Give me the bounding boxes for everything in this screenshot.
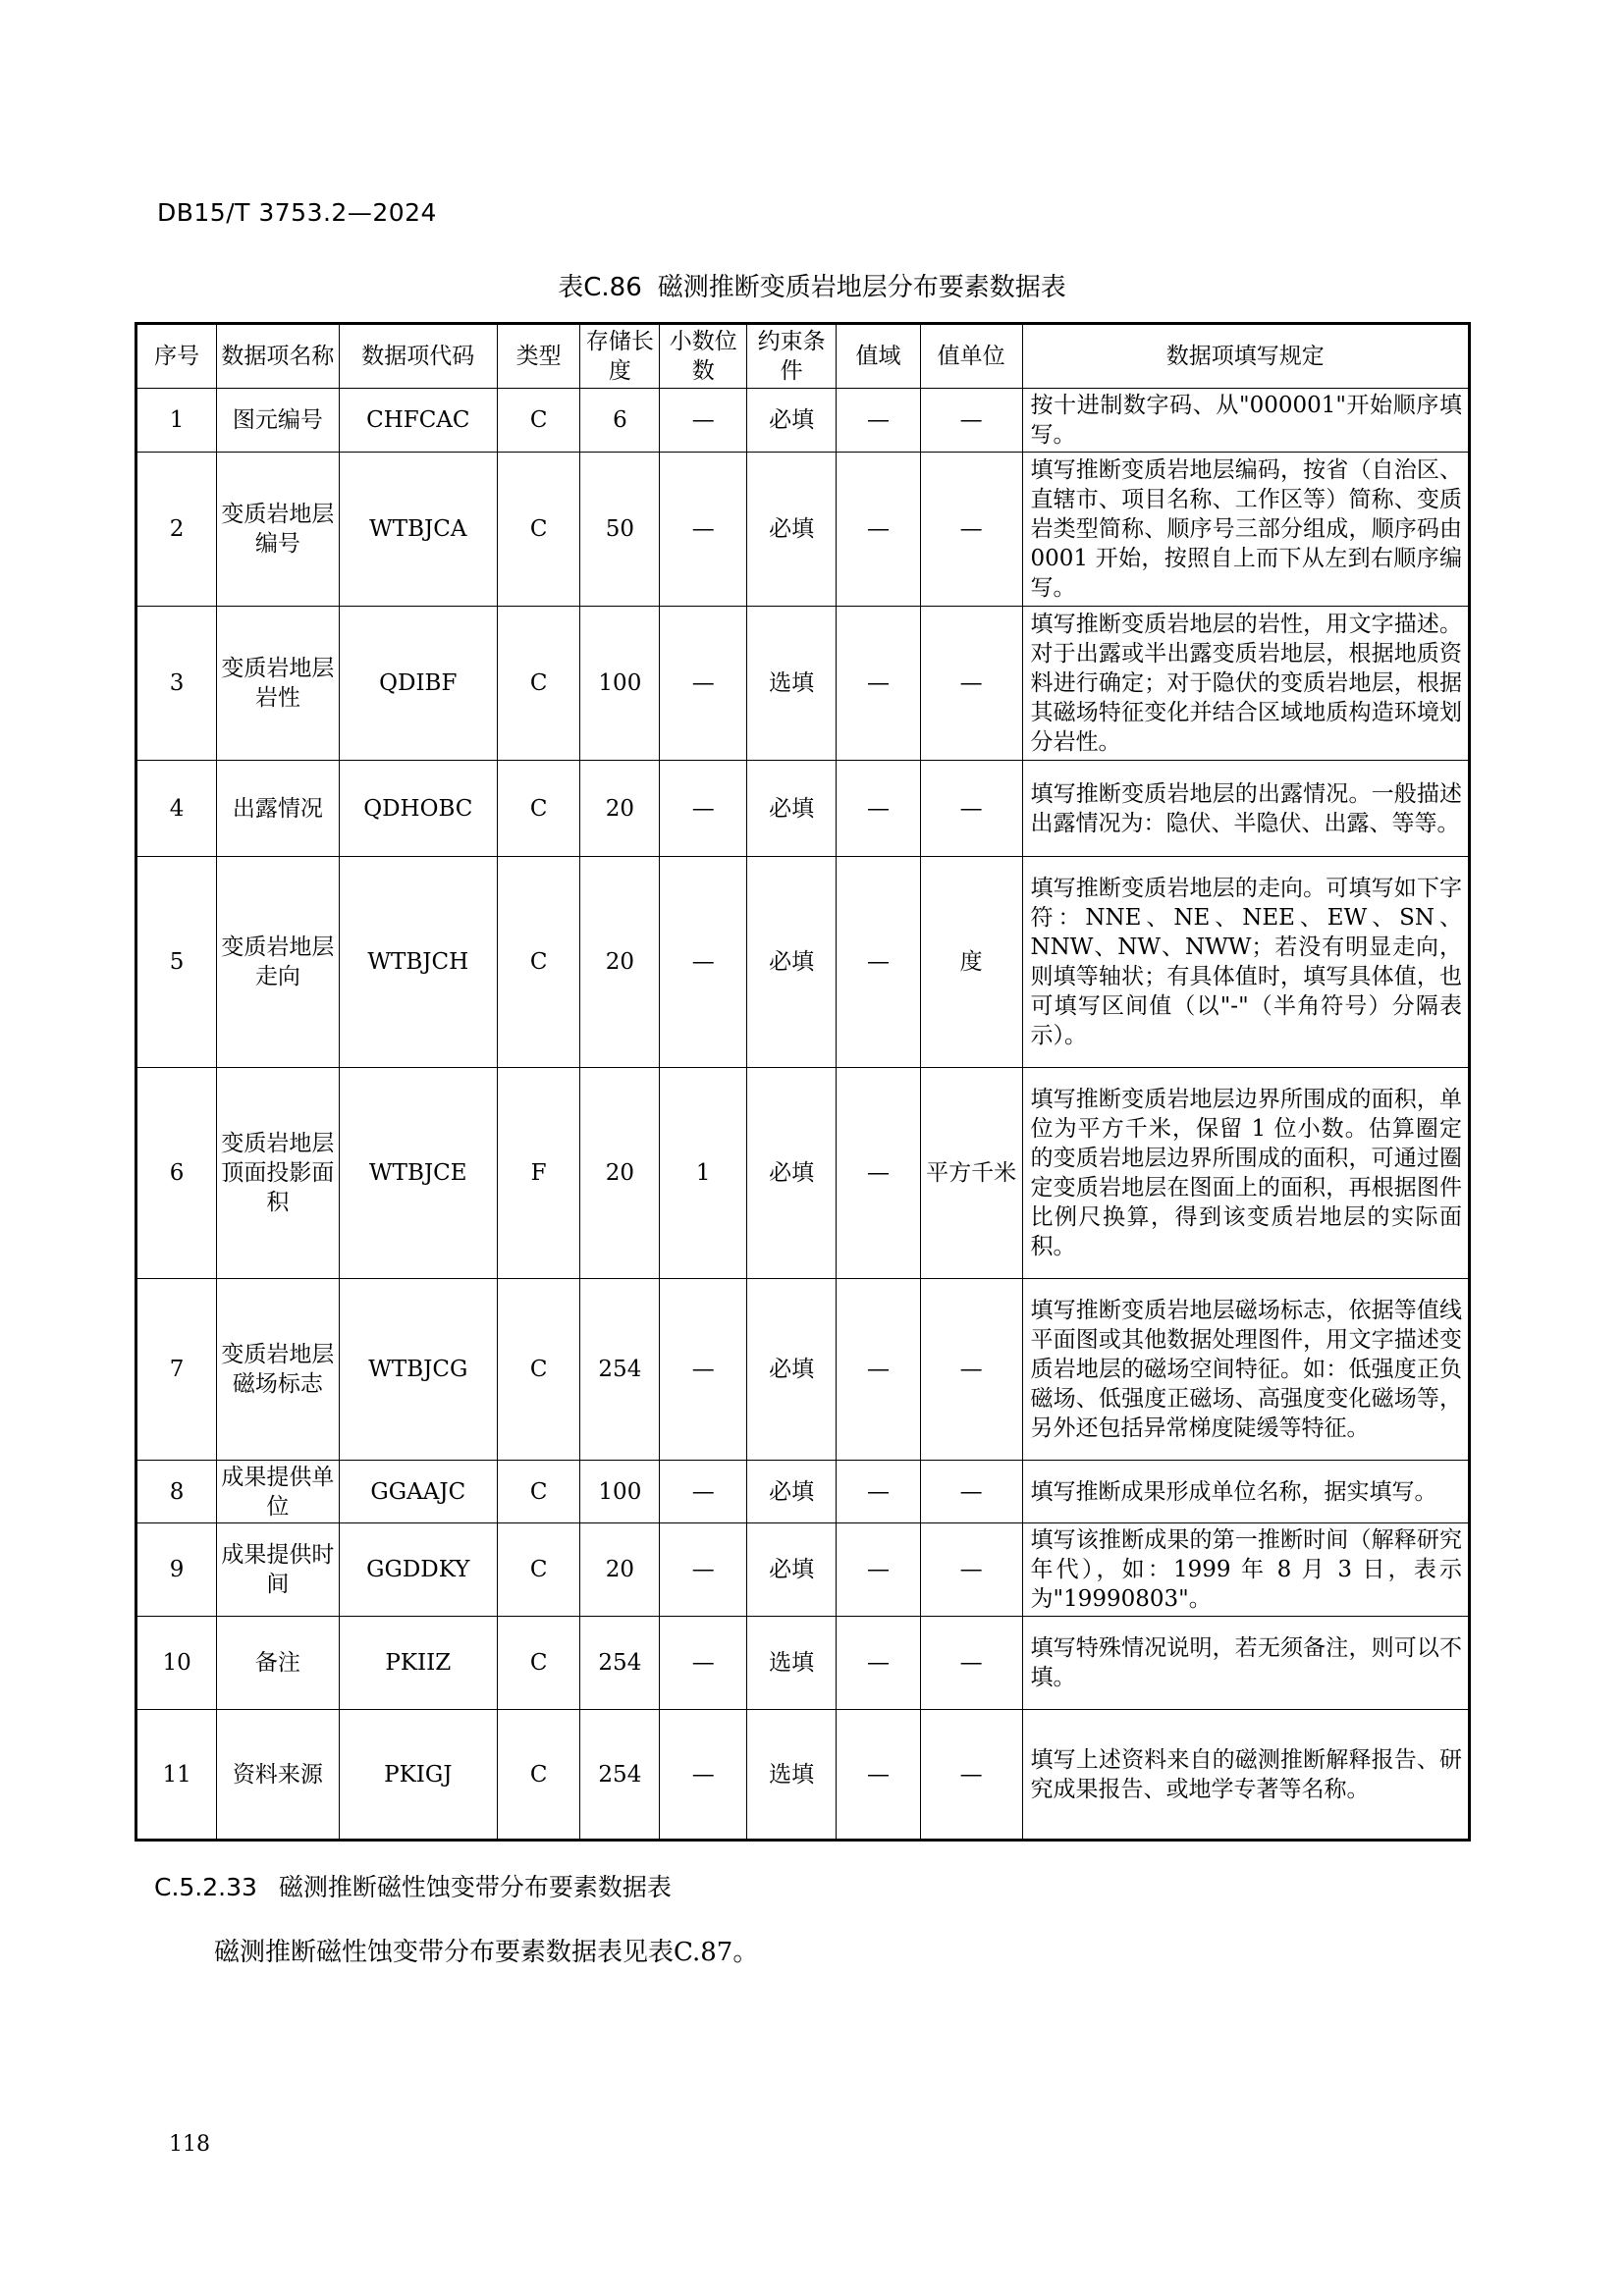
table-header-row bbox=[136, 324, 1470, 389]
decimal-cell: — bbox=[660, 857, 746, 1068]
item-name-cell: 变质岩地层磁场标志 bbox=[217, 1279, 339, 1461]
type-cell: C bbox=[498, 453, 580, 607]
length-cell: 50 bbox=[580, 453, 660, 607]
seq-cell: 4 bbox=[136, 761, 217, 857]
decimal-cell: — bbox=[660, 761, 746, 857]
domain-cell: — bbox=[837, 1461, 920, 1523]
item-name-cell: 变质岩地层编号 bbox=[217, 453, 339, 607]
decimal-cell: — bbox=[660, 453, 746, 607]
table-row bbox=[136, 1617, 1470, 1710]
body-paragraph: 磁测推断磁性蚀变带分布要素数据表见表C.87。 bbox=[214, 1938, 759, 1967]
decimal-cell: 1 bbox=[660, 1068, 746, 1279]
domain-cell: — bbox=[837, 453, 920, 607]
constraint-cell: 必填 bbox=[746, 1523, 836, 1617]
rule-cell: 填写推断变质岩地层磁场标志，依据等值线平面图或其他数据处理图件，用文字描述变质岩地层的磁场空间特征。如：低强度正负磁场、低强度正磁场、高强度变化磁场等，另外还包括异常梯度陡缓等特征。 bbox=[1022, 1279, 1469, 1461]
unit-cell: — bbox=[920, 1617, 1022, 1710]
table-row bbox=[136, 857, 1470, 1068]
constraint-cell: 选填 bbox=[746, 1710, 836, 1841]
header-cell: 数据项填写规定 bbox=[1022, 324, 1469, 389]
domain-cell: — bbox=[837, 857, 920, 1068]
length-cell: 20 bbox=[580, 761, 660, 857]
section-title: 磁测推断磁性蚀变带分布要素数据表 bbox=[278, 1873, 672, 1901]
table-row bbox=[136, 1279, 1470, 1461]
table-caption bbox=[0, 267, 1624, 303]
constraint-cell: 必填 bbox=[746, 857, 836, 1068]
length-cell: 254 bbox=[580, 1710, 660, 1841]
constraint-cell: 必填 bbox=[746, 761, 836, 857]
seq-cell: 9 bbox=[136, 1523, 217, 1617]
table-row bbox=[136, 453, 1470, 607]
rule-cell: 填写推断成果形成单位名称，据实填写。 bbox=[1022, 1461, 1469, 1523]
section-heading bbox=[154, 1868, 672, 1903]
seq-cell: 1 bbox=[136, 389, 217, 453]
domain-cell: — bbox=[837, 1710, 920, 1841]
length-cell: 100 bbox=[580, 1461, 660, 1523]
length-cell: 100 bbox=[580, 607, 660, 761]
item-name-cell: 成果提供时间 bbox=[217, 1523, 339, 1617]
header-cell: 约束条件 bbox=[746, 324, 836, 389]
type-cell: C bbox=[498, 761, 580, 857]
unit-cell: — bbox=[920, 1279, 1022, 1461]
decimal-cell: — bbox=[660, 1617, 746, 1710]
domain-cell: — bbox=[837, 607, 920, 761]
decimal-cell: — bbox=[660, 607, 746, 761]
item-code-cell: CHFCAC bbox=[339, 389, 497, 453]
type-cell: C bbox=[498, 389, 580, 453]
header-cell: 序号 bbox=[136, 324, 217, 389]
length-cell: 254 bbox=[580, 1617, 660, 1710]
item-code-cell: QDIBF bbox=[339, 607, 497, 761]
document-header-code: DB15/T 3753.2—2024 bbox=[157, 198, 437, 227]
header-cell: 存储长度 bbox=[580, 324, 660, 389]
rule-cell: 填写该推断成果的第一推断时间（解释研究年代），如：1999 年 8 月 3 日，表示为"19990803"。 bbox=[1022, 1523, 1469, 1617]
header-cell: 值单位 bbox=[920, 324, 1022, 389]
type-cell: C bbox=[498, 857, 580, 1068]
length-cell: 20 bbox=[580, 1523, 660, 1617]
unit-cell: — bbox=[920, 1523, 1022, 1617]
domain-cell: — bbox=[837, 761, 920, 857]
item-code-cell: GGAAJC bbox=[339, 1461, 497, 1523]
item-code-cell: PKIGJ bbox=[339, 1710, 497, 1841]
item-name-cell: 成果提供单位 bbox=[217, 1461, 339, 1523]
table-title: 磁测推断变质岩地层分布要素数据表 bbox=[657, 273, 1066, 302]
type-cell: C bbox=[498, 1617, 580, 1710]
type-cell: C bbox=[498, 1710, 580, 1841]
decimal-cell: — bbox=[660, 1461, 746, 1523]
type-cell: F bbox=[498, 1068, 580, 1279]
rule-cell: 填写推断变质岩地层的出露情况。一般描述出露情况为：隐伏、半隐伏、出露、等等。 bbox=[1022, 761, 1469, 857]
domain-cell: — bbox=[837, 1523, 920, 1617]
item-code-cell: WTBJCH bbox=[339, 857, 497, 1068]
unit-cell: 度 bbox=[920, 857, 1022, 1068]
rule-cell: 填写推断变质岩地层的岩性，用文字描述。对于出露或半出露变质岩地层，根据地质资料进行确定；对于隐伏的变质岩地层，根据其磁场特征变化并结合区域地质构造环境划分岩性。 bbox=[1022, 607, 1469, 761]
header-cell: 数据项代码 bbox=[339, 324, 497, 389]
decimal-cell: — bbox=[660, 389, 746, 453]
table-row bbox=[136, 389, 1470, 453]
constraint-cell: 选填 bbox=[746, 607, 836, 761]
domain-cell: — bbox=[837, 1617, 920, 1710]
decimal-cell: — bbox=[660, 1710, 746, 1841]
unit-cell: — bbox=[920, 761, 1022, 857]
constraint-cell: 必填 bbox=[746, 1461, 836, 1523]
type-cell: C bbox=[498, 607, 580, 761]
item-name-cell: 资料来源 bbox=[217, 1710, 339, 1841]
rule-cell: 填写上述资料来自的磁测推断解释报告、研究成果报告、或地学专著等名称。 bbox=[1022, 1710, 1469, 1841]
unit-cell: — bbox=[920, 453, 1022, 607]
header-cell: 小数位数 bbox=[660, 324, 746, 389]
header-cell: 值域 bbox=[837, 324, 920, 389]
domain-cell: — bbox=[837, 1068, 920, 1279]
rule-cell: 填写推断变质岩地层的走向。可填写如下字符：NNE、NE、NEE、EW、SN、NNW、NW、NWW；若没有明显走向，则填等轴状；有具体值时，填写具体值，也可填写区间值（以"-"（半角符号）分隔表示）。 bbox=[1022, 857, 1469, 1068]
seq-cell: 3 bbox=[136, 607, 217, 761]
table-row bbox=[136, 607, 1470, 761]
header-cell: 类型 bbox=[498, 324, 580, 389]
constraint-cell: 必填 bbox=[746, 453, 836, 607]
rule-cell: 按十进制数字码、从"000001"开始顺序填写。 bbox=[1022, 389, 1469, 453]
unit-cell: — bbox=[920, 389, 1022, 453]
item-code-cell: QDHOBC bbox=[339, 761, 497, 857]
constraint-cell: 必填 bbox=[746, 389, 836, 453]
length-cell: 254 bbox=[580, 1279, 660, 1461]
item-code-cell: WTBJCA bbox=[339, 453, 497, 607]
item-code-cell: WTBJCG bbox=[339, 1279, 497, 1461]
constraint-cell: 选填 bbox=[746, 1617, 836, 1710]
item-code-cell: PKIIZ bbox=[339, 1617, 497, 1710]
item-name-cell: 备注 bbox=[217, 1617, 339, 1710]
unit-cell: 平方千米 bbox=[920, 1068, 1022, 1279]
decimal-cell: — bbox=[660, 1523, 746, 1617]
domain-cell: — bbox=[837, 1279, 920, 1461]
item-name-cell: 出露情况 bbox=[217, 761, 339, 857]
item-name-cell: 变质岩地层顶面投影面积 bbox=[217, 1068, 339, 1279]
table-row bbox=[136, 1710, 1470, 1841]
item-code-cell: WTBJCE bbox=[339, 1068, 497, 1279]
seq-cell: 2 bbox=[136, 453, 217, 607]
unit-cell: — bbox=[920, 1710, 1022, 1841]
rule-cell: 填写推断变质岩地层边界所围成的面积，单位为平方千米，保留 1 位小数。估算圈定的变质岩地层边界所围成的面积，可通过圈定变质岩地层在图面上的面积，再根据图件比例尺换算，得到该变质岩地层的实际面积。 bbox=[1022, 1068, 1469, 1279]
section-number: C.5.2.33 bbox=[154, 1873, 257, 1901]
seq-cell: 10 bbox=[136, 1617, 217, 1710]
unit-cell: — bbox=[920, 1461, 1022, 1523]
table-row bbox=[136, 761, 1470, 857]
item-name-cell: 图元编号 bbox=[217, 389, 339, 453]
table-number: 表C.86 bbox=[558, 273, 642, 302]
decimal-cell: — bbox=[660, 1279, 746, 1461]
unit-cell: — bbox=[920, 607, 1022, 761]
rule-cell: 填写特殊情况说明，若无须备注，则可以不填。 bbox=[1022, 1617, 1469, 1710]
seq-cell: 6 bbox=[136, 1068, 217, 1279]
header-cell: 数据项名称 bbox=[217, 324, 339, 389]
item-name-cell: 变质岩地层岩性 bbox=[217, 607, 339, 761]
length-cell: 20 bbox=[580, 1068, 660, 1279]
constraint-cell: 必填 bbox=[746, 1068, 836, 1279]
page-number: 118 bbox=[169, 2132, 210, 2157]
domain-cell: — bbox=[837, 389, 920, 453]
length-cell: 20 bbox=[580, 857, 660, 1068]
length-cell: 6 bbox=[580, 389, 660, 453]
table-row bbox=[136, 1068, 1470, 1279]
table-row bbox=[136, 1461, 1470, 1523]
seq-cell: 11 bbox=[136, 1710, 217, 1841]
table-row bbox=[136, 1523, 1470, 1617]
type-cell: C bbox=[498, 1523, 580, 1617]
item-name-cell: 变质岩地层走向 bbox=[217, 857, 339, 1068]
type-cell: C bbox=[498, 1279, 580, 1461]
seq-cell: 5 bbox=[136, 857, 217, 1068]
seq-cell: 8 bbox=[136, 1461, 217, 1523]
type-cell: C bbox=[498, 1461, 580, 1523]
item-code-cell: GGDDKY bbox=[339, 1523, 497, 1617]
seq-cell: 7 bbox=[136, 1279, 217, 1461]
constraint-cell: 必填 bbox=[746, 1279, 836, 1461]
rule-cell: 填写推断变质岩地层编码，按省（自治区、直辖市、项目名称、工作区等）简称、变质岩类型简称、顺序号三部分组成，顺序码由 0001 开始，按照自上而下从左到右顺序编写。 bbox=[1022, 453, 1469, 607]
data-spec-table bbox=[135, 322, 1471, 1842]
